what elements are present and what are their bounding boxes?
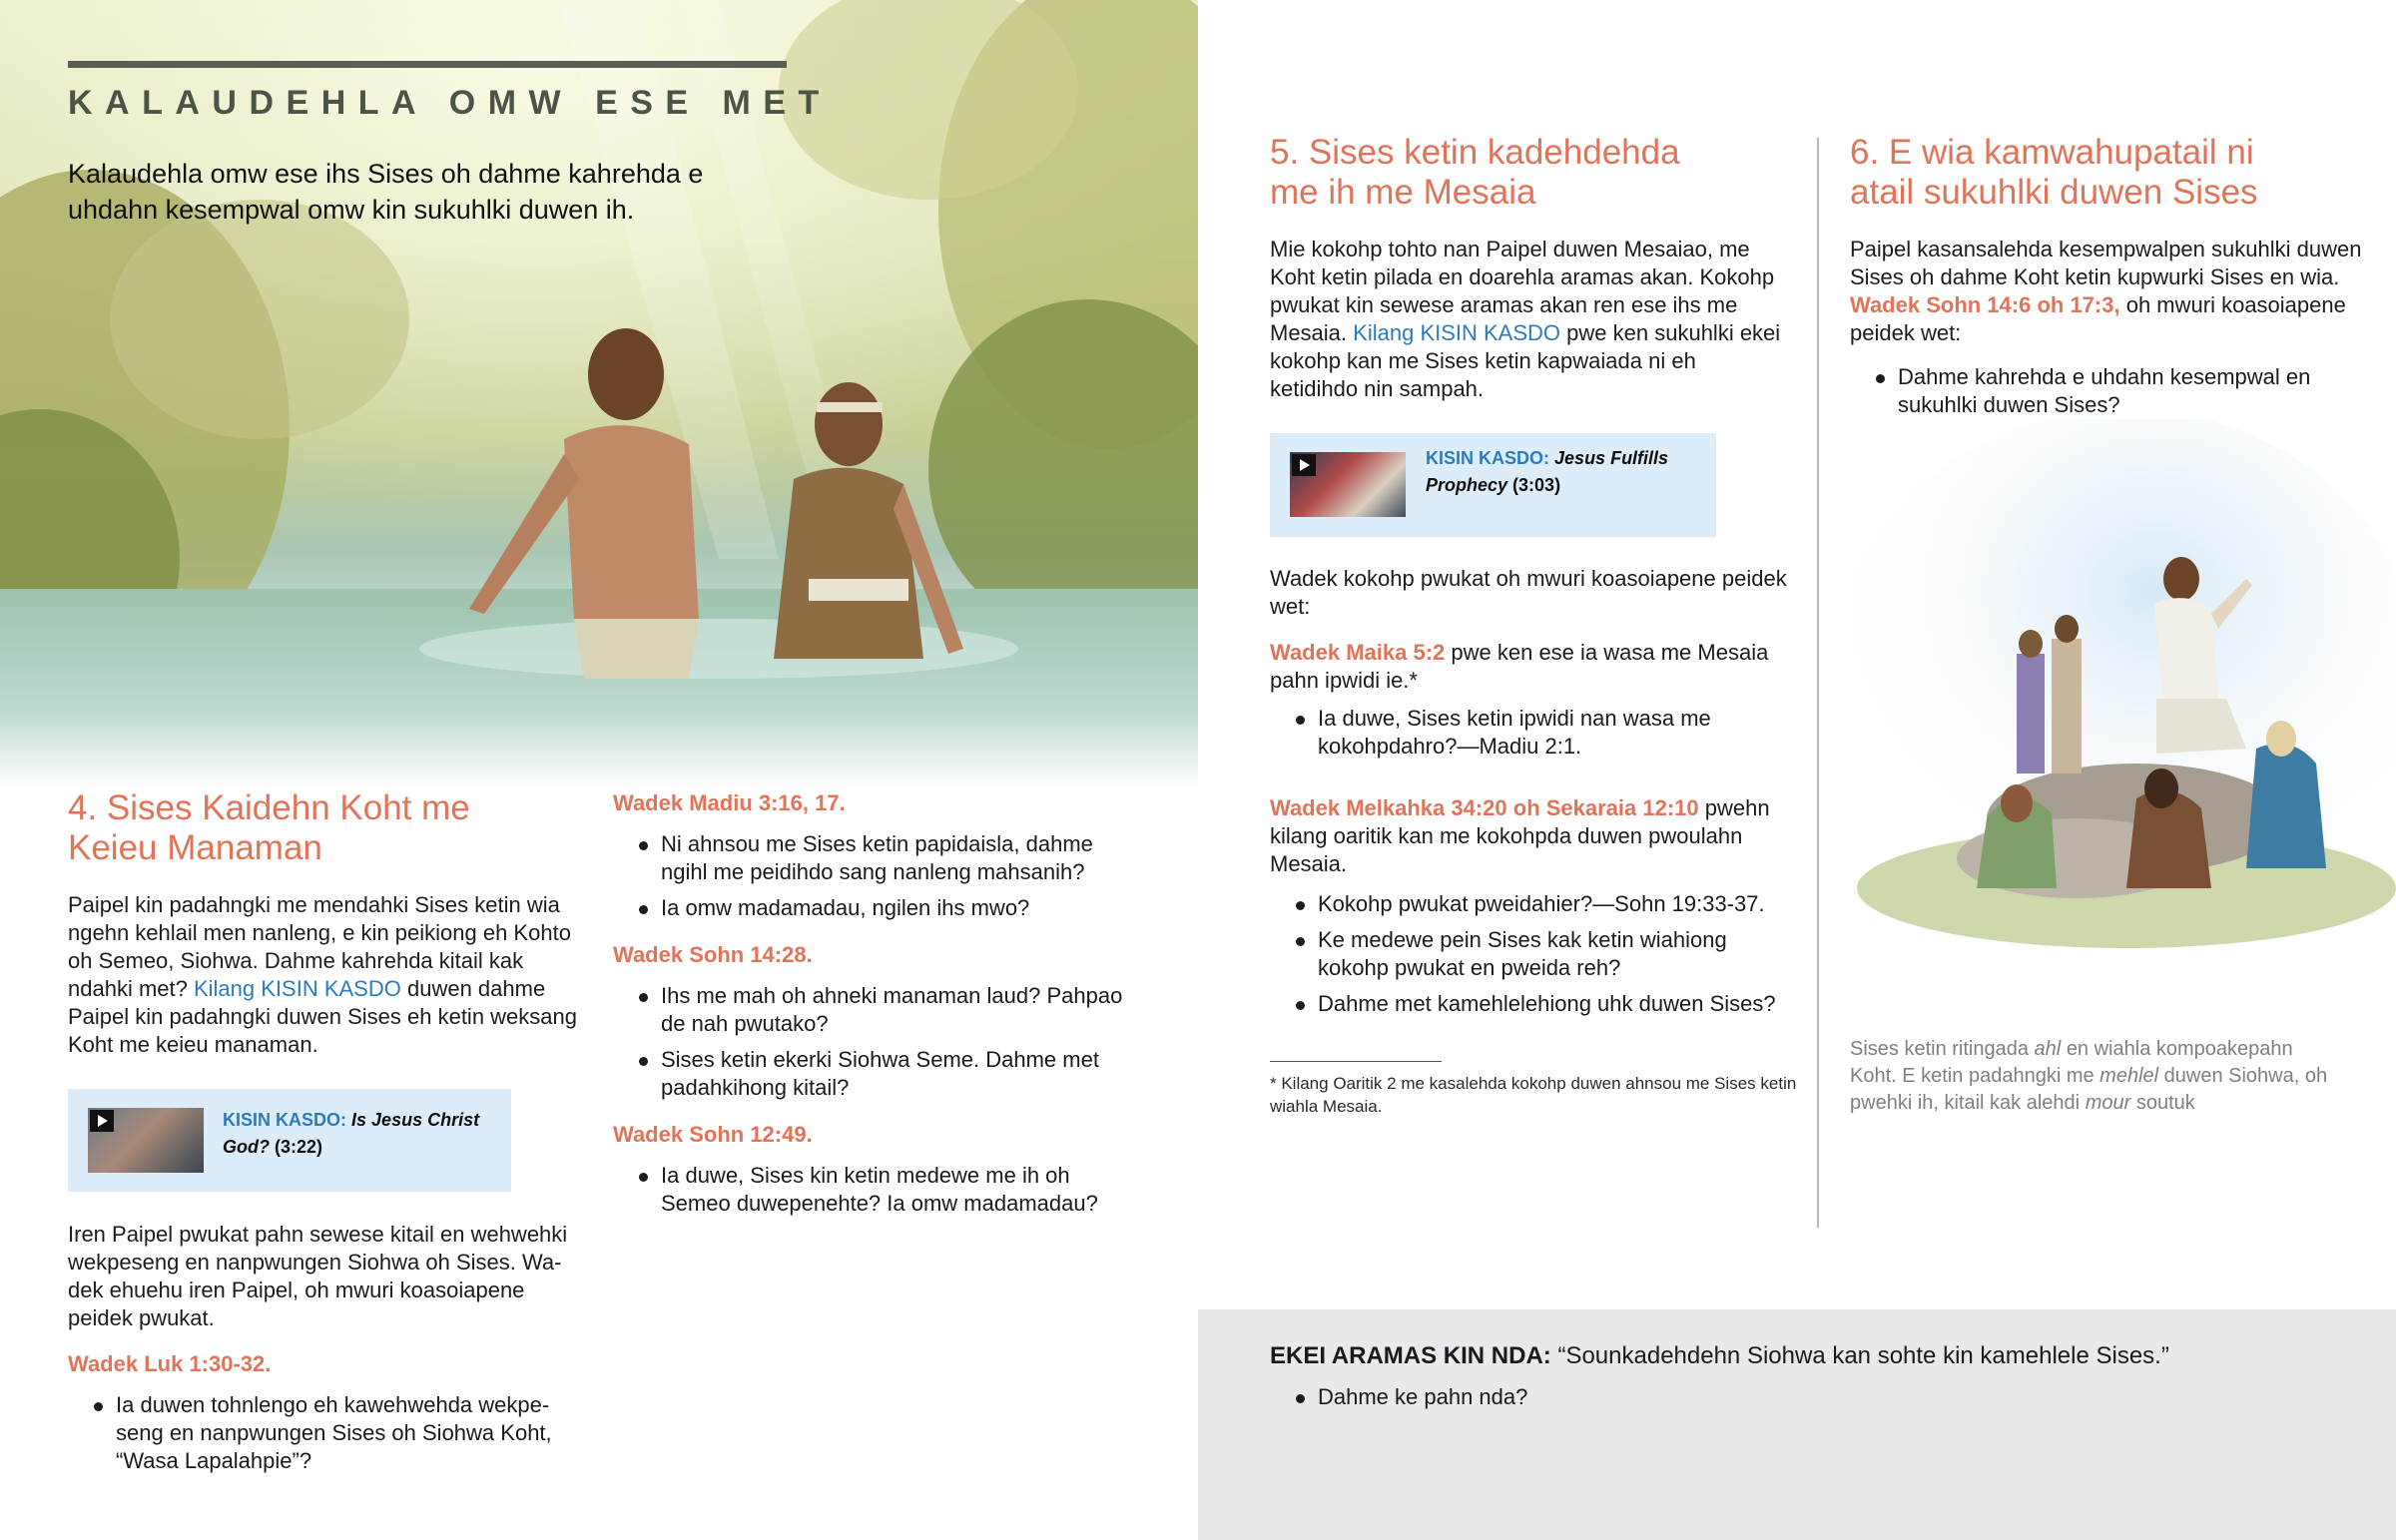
section-5-paragraph-2: Wadek kokohp pwukat oh mwuri koasoiapene peidek wet: bbox=[1270, 566, 1787, 619]
section-5-title-line2: me ih me Mesaia bbox=[1270, 173, 1536, 212]
image-caption: Sises ketin ritingada ahl en wiahla kompoakepahn Koht. E ketin padahngki me mehlel duwen Siohwa, oh pwehki ih, kitail kak alehdi mour soutuk bbox=[1850, 1038, 2328, 1114]
lesson-intro: Kalaudehla omw ese ihs Sises oh dahme kahrehda e uhdahn kesempwal omw kin sukuhlki duwen ih. bbox=[68, 159, 704, 225]
question-item: Ihs me mah oh ahneki manaman laud? Pahpao de nah pwutako? bbox=[661, 982, 1132, 1038]
question-item: Sises ketin ekerki Siohwa Seme. Dahme met padahkihong kitail? bbox=[661, 1046, 1132, 1102]
section-6-title-line2: atail sukuhlki duwen Sises bbox=[1850, 173, 2258, 212]
video-card-jesus-fulfills-prophecy[interactable] bbox=[1270, 433, 1716, 537]
section-5-title-line1: 5. Sises ketin kadehdehda bbox=[1270, 133, 1680, 172]
section-6-paragraph: Paipel kasansalehda kesempwalpen sukuhlki duwen Sises oh dahme Koht ketin kupwurki Sises en wia. Wadek Sohn 14:6 oh 17:3, oh mwuri koasoiapene peidek wet: bbox=[1850, 237, 2362, 345]
scripture-ref-john-14-6[interactable]: Wadek Sohn 14:6 oh 17:3, bbox=[1850, 292, 2120, 317]
video-caption: KISIN KASDO: Is Jesus Christ God? (3:22) bbox=[223, 1110, 480, 1157]
question-item: Ke medewe pein Sises kak ketin wiahiong kokohp pwukat en pweida reh? bbox=[1318, 926, 1789, 982]
section-5-questions-2 bbox=[1270, 890, 1789, 1026]
header-rule bbox=[68, 61, 787, 68]
scripture-ref-john-14-28[interactable]: Wadek Sohn 14:28. bbox=[613, 942, 813, 967]
lesson-kicker: KALAUDEHLA OMW ESE MET bbox=[68, 84, 832, 122]
question-item: Ia duwe, Sises kin ketin medewe me ih oh Semeo duwepenehte? Ia omw madamadau? bbox=[661, 1162, 1132, 1218]
some-people-say-questions bbox=[1270, 1383, 2017, 1419]
question-item: Ni ahnsou me Sises ketin papidaisla, dahme ngihl me peidihdo sang nanleng mahsanih? bbox=[661, 830, 1132, 886]
scripture-ref-micah[interactable]: Wadek Maika 5:2 bbox=[1270, 640, 1446, 665]
section-6-title bbox=[1850, 133, 2369, 213]
question-item: Kokohp pwukat pweidahier?—Sohn 19:33-37. bbox=[1318, 890, 1789, 918]
scripture-ref-john-12-49[interactable]: Wadek Sohn 12:49. bbox=[613, 1122, 813, 1147]
section-4-reading-1 bbox=[68, 1351, 587, 1483]
video-card-jesus-god[interactable] bbox=[68, 1089, 511, 1192]
section-5-reading-2: Wadek Melkahka 34:20 oh Sekaraia 12:10 pwehn kilang oaritik kan me kokohpda duwen pwoulahn Mesaia. bbox=[1270, 795, 1770, 876]
question-item: Ia omw madamadau, ngilen ihs mwo? bbox=[661, 894, 1132, 922]
see-video-link[interactable]: Kilang KISIN KASDO bbox=[193, 976, 401, 1001]
jesus-teaching-image bbox=[1827, 419, 2396, 1008]
scripture-ref-luke[interactable]: Wadek Luk 1:30-32. bbox=[68, 1351, 272, 1376]
play-icon[interactable] bbox=[90, 1110, 114, 1132]
section-5-title bbox=[1270, 133, 1789, 213]
question-item: Ia duwe, Sises ketin ipwidi nan wasa me kokohpdahro?—Madiu 2:1. bbox=[1318, 705, 1789, 761]
section-4-title-line2: Keieu Manaman bbox=[68, 828, 322, 867]
some-people-say-text bbox=[1270, 1340, 2368, 1372]
section-5-reading-1: Wadek Maika 5:2 pwe ken ese ia wasa me Mesaia pahn ipwidi ie.* bbox=[1270, 640, 1769, 693]
footnote: * Kilang Oaritik 2 me kasalehda kokohp duwen ahnsou me Sises ketin wiahla Mesaia. bbox=[1270, 1074, 1797, 1116]
section-5-paragraph: Mie kokohp tohto nan Paipel duwen Mesaiao, me Koht ketin pilada en doarehla aramas akan. Kokohp pwukat kin sewese aramas akan ren ese ihs me Mesaia. Kilang KISIN KASDO pwe ken sukuhlki ekei kokohp kan me Sises ketin kapwaiada ni eh ketidihdo nin sampah. bbox=[1270, 237, 1781, 401]
section-4-title bbox=[68, 788, 587, 868]
column-divider bbox=[1817, 138, 1819, 1228]
question-item: Ia duwen tohnlengo eh kawehwehda wekpeseng en nanpwungen Sises oh Siohwa Koht, “Wasa Lapalahpie”? bbox=[116, 1391, 587, 1475]
play-icon[interactable] bbox=[1292, 454, 1316, 476]
section-4-paragraph: Paipel kin padahngki me mendahki Sises ketin wia ngehn kehlail men nanleng, e kin peikiong eh Kohto oh Semeo, Siohwa. Dahme kahrehda kitail kak ndahki met? Kilang KISIN KASDO duwen dahme Paipel kin padahngki duwen Sises eh ketin weksang Koht me keieu manaman. bbox=[68, 892, 577, 1057]
see-video-link[interactable]: Kilang KISIN KASDO bbox=[1353, 320, 1561, 345]
some-people-say-label: EKEI ARAMAS KIN NDA: bbox=[1270, 1342, 1551, 1369]
question-item: Dahme kahrehda e uhdahn kesempwal en sukuhlki duwen Sises? bbox=[1898, 363, 2369, 419]
scripture-ref-psalms-zechariah[interactable]: Wadek Melkahka 34:20 oh Sekaraia 12:10 bbox=[1270, 795, 1699, 820]
footnote-rule bbox=[1270, 1061, 1442, 1062]
section-4-paragraph-2: Iren Paipel pwukat pahn sewese kitail en wehwehki wekpeseng en nanpwungen Siohwa oh Sises. Wadek ehuehu iren Paipel, oh mwuri koasoiapene peidek pwukat. bbox=[68, 1222, 568, 1330]
section-6-title-line1: 6. E wia kamwahupatail ni bbox=[1850, 133, 2254, 172]
section-6-questions bbox=[1850, 363, 2369, 427]
some-people-say-quote: “Sounkadehdehn Siohwa kan sohte kin kamehlele Sises.” bbox=[1557, 1342, 2169, 1369]
question-item: Dahme ke pahn nda? bbox=[1318, 1383, 2017, 1411]
video-caption: KISIN KASDO: Jesus Fulfills Prophecy (3:03) bbox=[1426, 448, 1669, 495]
section-5-questions-1 bbox=[1270, 705, 1789, 769]
section-4-column-2 bbox=[613, 790, 1132, 1226]
scripture-ref-matthew[interactable]: Wadek Madiu 3:16, 17. bbox=[613, 790, 846, 815]
question-item: Dahme met kamehlelehiong uhk duwen Sises? bbox=[1318, 990, 1789, 1018]
section-4-title-line1: 4. Sises Kaidehn Koht me bbox=[68, 788, 470, 827]
